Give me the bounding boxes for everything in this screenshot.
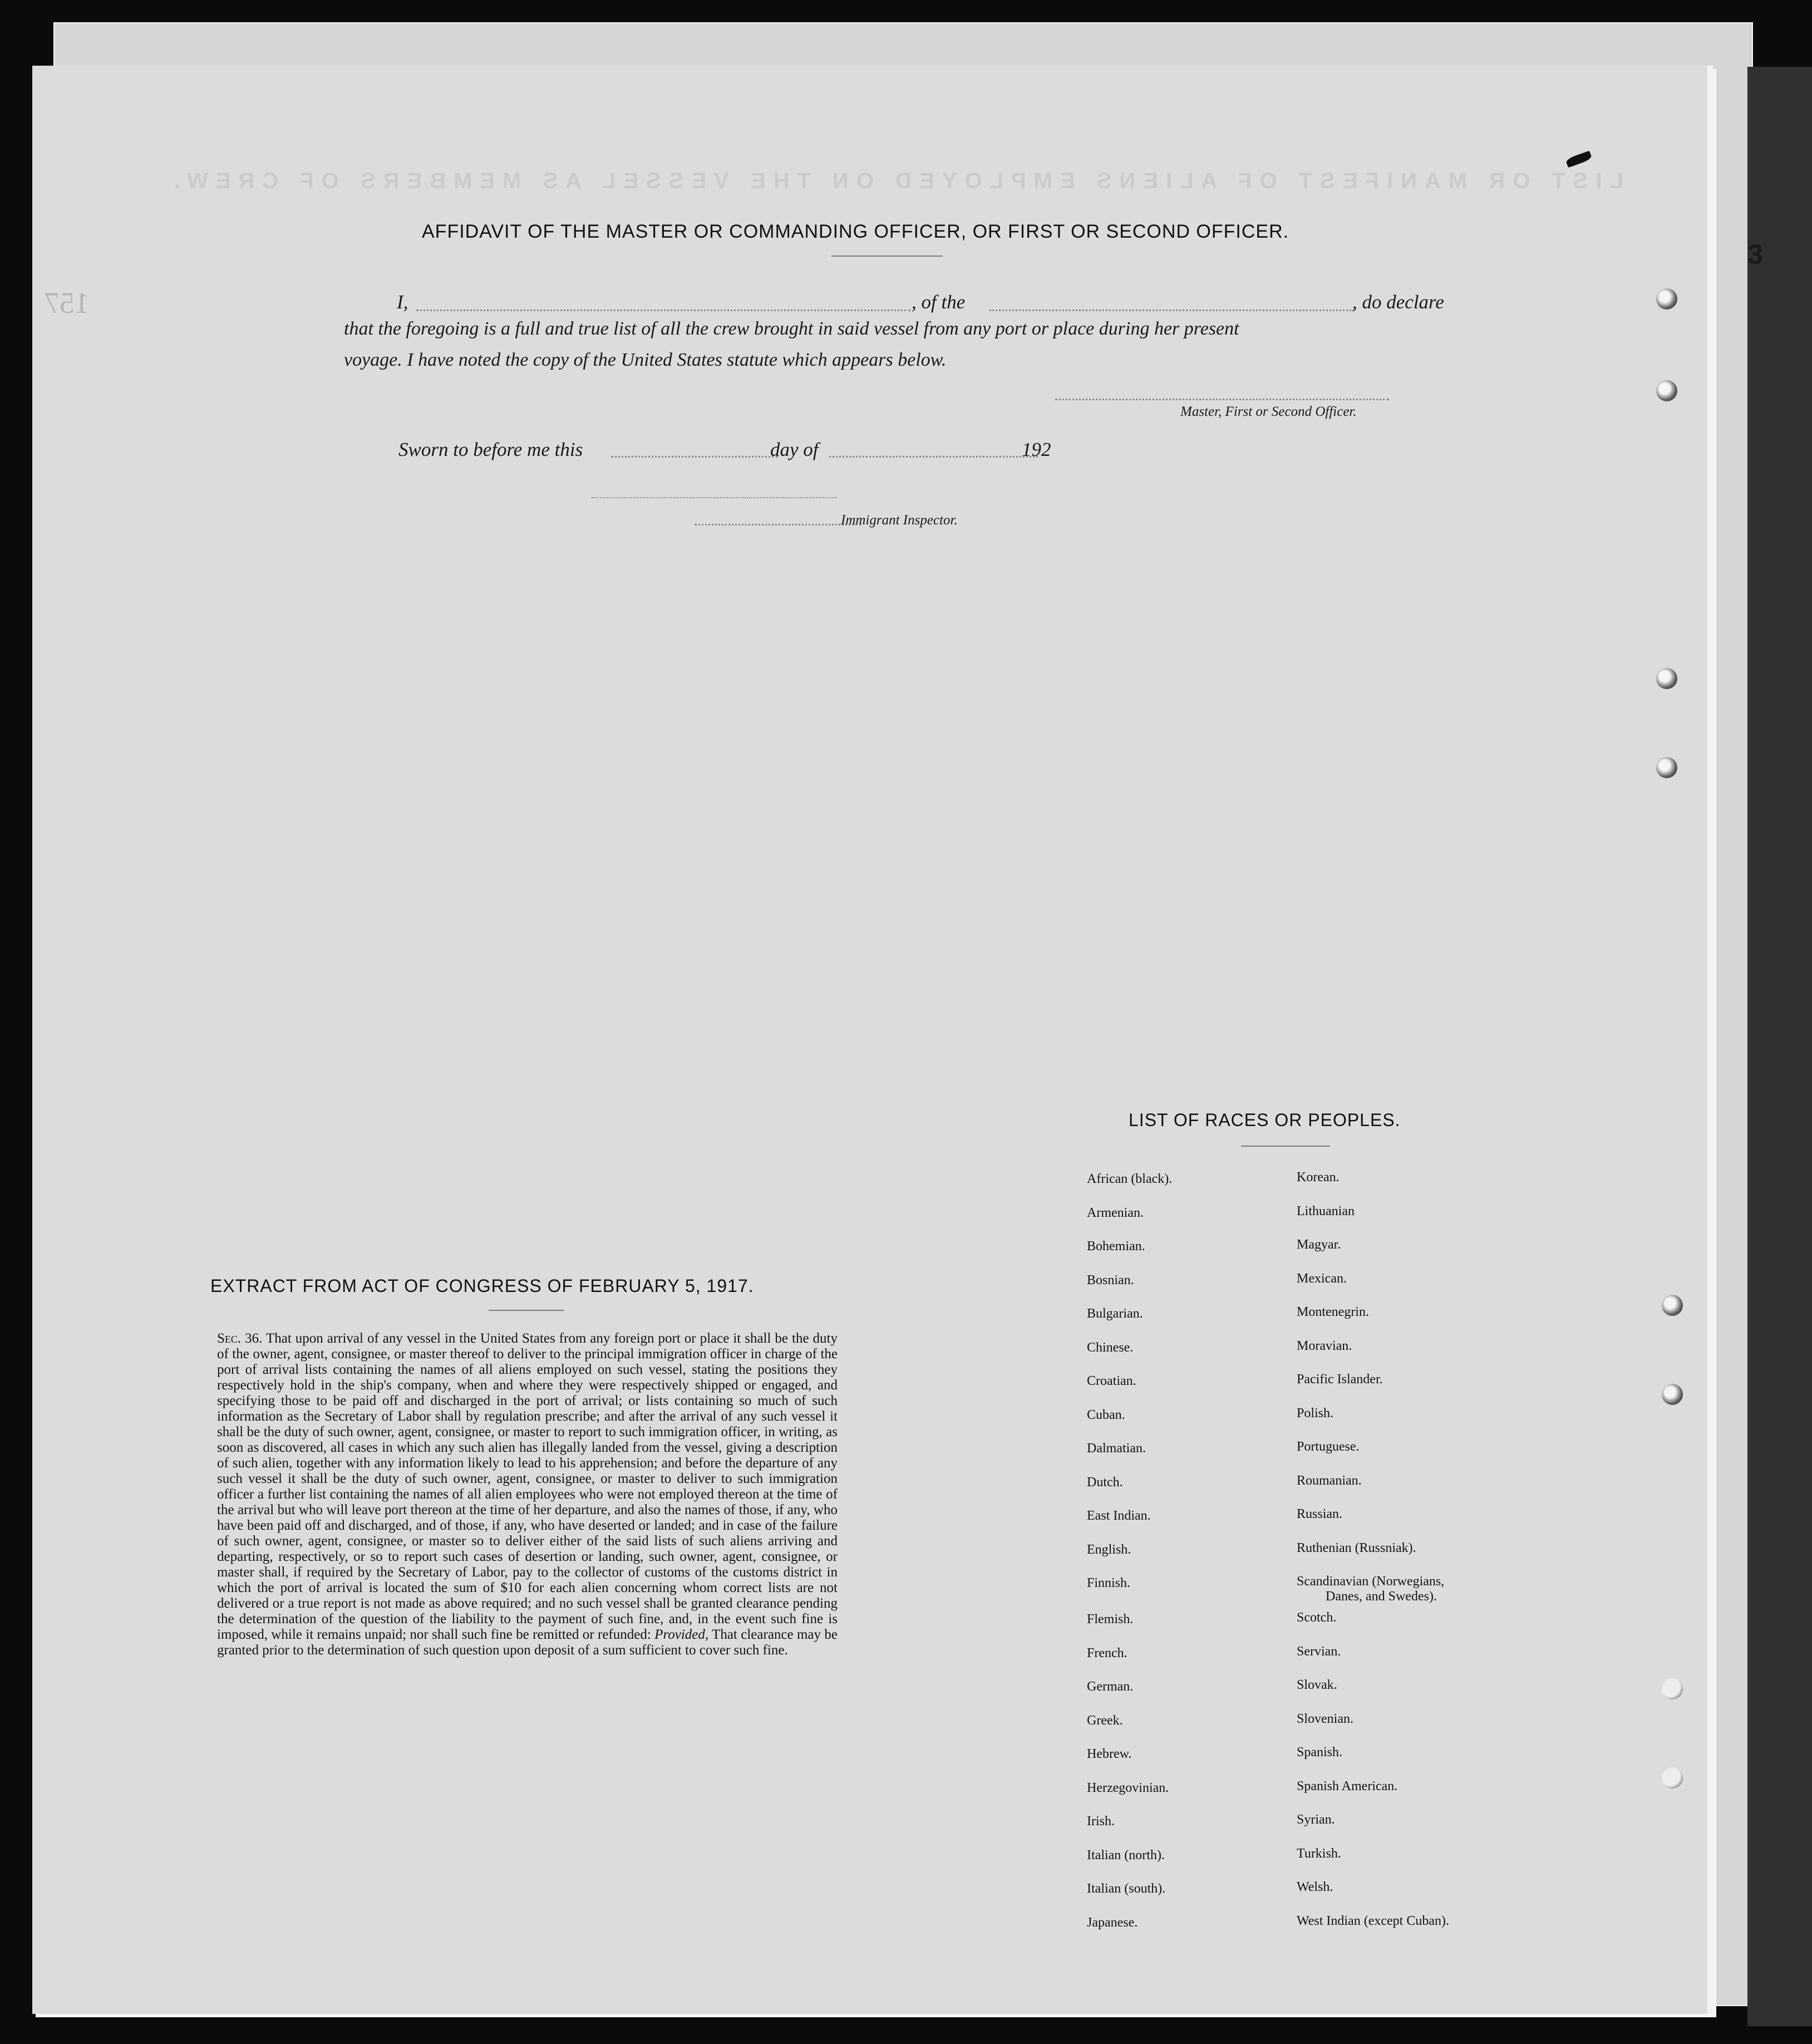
vessel-blank[interactable] — [989, 309, 1354, 311]
race-item: Chinese. — [1087, 1340, 1134, 1355]
race-item-scandinavian — [1297, 1574, 1449, 1610]
race-item: Russian. — [1297, 1507, 1343, 1521]
race-item: Japanese. — [1087, 1915, 1138, 1930]
race-item: Spanish. — [1297, 1745, 1343, 1760]
race-item: Irish. — [1087, 1814, 1115, 1829]
race-item: Italian (south). — [1087, 1881, 1166, 1896]
race-item: Slovenian. — [1297, 1711, 1353, 1726]
inspector-top-rule — [592, 497, 836, 498]
officer-signature-line[interactable] — [1055, 399, 1389, 400]
act-section-text — [217, 1331, 838, 1658]
race-item: Servian. — [1297, 1644, 1341, 1659]
race-item: German. — [1087, 1679, 1134, 1694]
sworn-label: Sworn to before me this — [398, 439, 583, 460]
race-item: Roumanian. — [1297, 1473, 1362, 1488]
provided-label: Provided, — [654, 1627, 709, 1642]
race-item: Turkish. — [1297, 1846, 1341, 1861]
race-item: Scotch. — [1297, 1610, 1337, 1625]
race-item: Pacific Islander. — [1297, 1372, 1383, 1387]
affidavit-body-line2: voyage. I have noted the copy of the United States statute which appears below. — [344, 350, 947, 370]
race-item: Mexican. — [1297, 1271, 1347, 1286]
punch-hole — [1656, 380, 1677, 401]
race-item: Welsh. — [1297, 1880, 1333, 1894]
race-item: Armenian. — [1087, 1205, 1144, 1220]
punch-hole — [1662, 1295, 1683, 1316]
page-number: 157 — [45, 286, 90, 320]
bleed-through-text: LIST OR MANIFEST OF ALIENS EMPLOYED ON THE VESSEL AS MEMBERS OF CREW. — [166, 169, 1623, 193]
races-title-rule — [1241, 1146, 1330, 1147]
race-item: Portuguese. — [1297, 1439, 1360, 1454]
corner-mark: 3 — [1747, 239, 1763, 270]
race-item: Moravian. — [1297, 1338, 1352, 1353]
extract-title-rule — [489, 1310, 564, 1311]
race-item: Montenegrin. — [1297, 1305, 1369, 1319]
race-item: Greek. — [1087, 1713, 1123, 1728]
race-item: Lithuanian — [1297, 1203, 1355, 1218]
year-label: 192 — [1022, 439, 1051, 460]
race-item: Cuban. — [1087, 1407, 1125, 1422]
race-item: Hebrew. — [1087, 1747, 1132, 1761]
race-item: African (black). — [1087, 1172, 1173, 1186]
punch-hole — [1662, 1678, 1683, 1699]
race-item: Korean. — [1297, 1170, 1340, 1185]
inspector-caption: Immigrant Inspector. — [841, 513, 958, 528]
day-of-label: day of — [770, 439, 819, 460]
inspector-signature-line[interactable] — [695, 524, 861, 525]
race-item: West Indian (except Cuban). — [1297, 1913, 1449, 1928]
form-page — [32, 66, 1713, 2014]
race-item: Spanish American. — [1297, 1778, 1398, 1794]
affidavit-title: AFFIDAVIT OF THE MASTER OR COMMANDING OFFICER, OR FIRST OR SECOND OFFICER. — [422, 221, 1289, 242]
race-item: Flemish. — [1087, 1612, 1134, 1627]
punch-hole — [1662, 1384, 1683, 1405]
affidavit-declare-label: , do declare — [1352, 291, 1444, 313]
punch-hole — [1656, 668, 1677, 689]
race-item: East Indian. — [1087, 1509, 1151, 1523]
punch-hole — [1656, 757, 1677, 778]
race-item: Ruthenian (Russniak). — [1297, 1540, 1416, 1555]
race-item-text: Scandinavian (Norwegians, — [1297, 1574, 1445, 1589]
ink-mark — [1565, 151, 1593, 168]
race-item: Italian (north). — [1087, 1848, 1165, 1863]
affidavit-body-line1: that the foregoing is a full and true list of all the crew brought in said vessel from any port or place during her present — [344, 318, 1239, 339]
punch-hole — [1656, 288, 1677, 309]
race-item: English. — [1087, 1542, 1131, 1557]
race-item: Bohemian. — [1087, 1239, 1145, 1254]
binding-strip — [1747, 67, 1812, 2026]
affidavit-title-rule — [831, 256, 943, 257]
race-item: Bulgarian. — [1087, 1306, 1143, 1321]
race-item: Slovak. — [1297, 1678, 1337, 1692]
race-item: Bosnian. — [1087, 1272, 1134, 1288]
month-blank[interactable] — [829, 456, 1038, 458]
day-blank[interactable] — [611, 456, 778, 458]
race-item: Croatian. — [1087, 1374, 1136, 1388]
extract-title: EXTRACT FROM ACT OF CONGRESS OF FEBRUARY 5, 1917. — [210, 1276, 754, 1296]
section-label: Sec. 36. — [217, 1331, 263, 1346]
race-item-continuation: Danes, and Swedes). — [1326, 1589, 1437, 1604]
race-item: Magyar. — [1297, 1237, 1341, 1252]
name-blank[interactable] — [416, 309, 910, 311]
affidavit-of-the-label: , of the — [912, 291, 966, 313]
races-title: LIST OF RACES OR PEOPLES. — [1129, 1110, 1401, 1130]
punch-hole — [1662, 1767, 1683, 1788]
race-item: Polish. — [1297, 1406, 1334, 1421]
officer-caption: Master, First or Second Officer. — [1180, 404, 1357, 419]
races-left-column — [1087, 1172, 1172, 1949]
race-item: Finnish. — [1087, 1576, 1131, 1590]
section-text-part1: That upon arrival of any vessel in the United States from any foreign port or place it shall be the duty of the owner, agent, consignee, or master thereof to deliver to the principal immigration officer in charge of the port of arrival lists containing the names of all aliens employed on such vessel, stating the positions they respectively hold in the ship's company, when and where they were respectively shipped or engaged, and specifying those to be paid off and discharged in the port of arrival; or lists containing so much of such information as the Secretary of Labor shall by regulation prescribe; and after the arrival of any such vessel it shall be the duty of such owner, agent, consignee, or master to report to such immigration officer, in writing, as soon as discovered, all cases in which any such alien has illegally landed from the vessel, giving a description of such alien, together with any information likely to lead to his apprehension; and before the departure of any such vessel it shall be the duty of such owner, agent, consignee, or master to deliver to such immigration officer a further list containing the names of all alien employees who were not employed thereon at the time of the arrival but who will leave port thereon at the time of her departure, and also the names of those, if any, who have been paid off and discharged, and of those, if any, who have deserted or landed; and in case of the failure of such owner, agent, consignee, or master so to deliver either of the said lists of such aliens arriving and departing, respectively, or so to report such cases of desertion or landing, such owner, agent, consignee, or master shall, if required by the Secretary of Labor, pay to the collector of customs of the customs district in which the port of arrival is located the sum of $10 for each alien concerning whom correct lists are not delivered or a true report is not made as above required; and no such vessel shall be granted clearance pending the determination of the question of the liability to the payment of such fine, and, in the event such fine is imposed, while it remains unpaid; nor shall such fine be remitted or refunded: — [217, 1331, 838, 1642]
race-item: French. — [1087, 1645, 1127, 1660]
races-right-column — [1297, 1170, 1449, 1947]
race-item: Syrian. — [1297, 1812, 1335, 1827]
race-item: Dutch. — [1087, 1475, 1123, 1490]
affidavit-i-label: I, — [397, 291, 408, 313]
section-text-part2: That clearance may be granted prior to the determination of such question upon deposit of a sum sufficient to cover such fine. — [217, 1627, 838, 1658]
race-item: Herzegovinian. — [1087, 1780, 1169, 1795]
race-item: Dalmatian. — [1087, 1441, 1146, 1456]
